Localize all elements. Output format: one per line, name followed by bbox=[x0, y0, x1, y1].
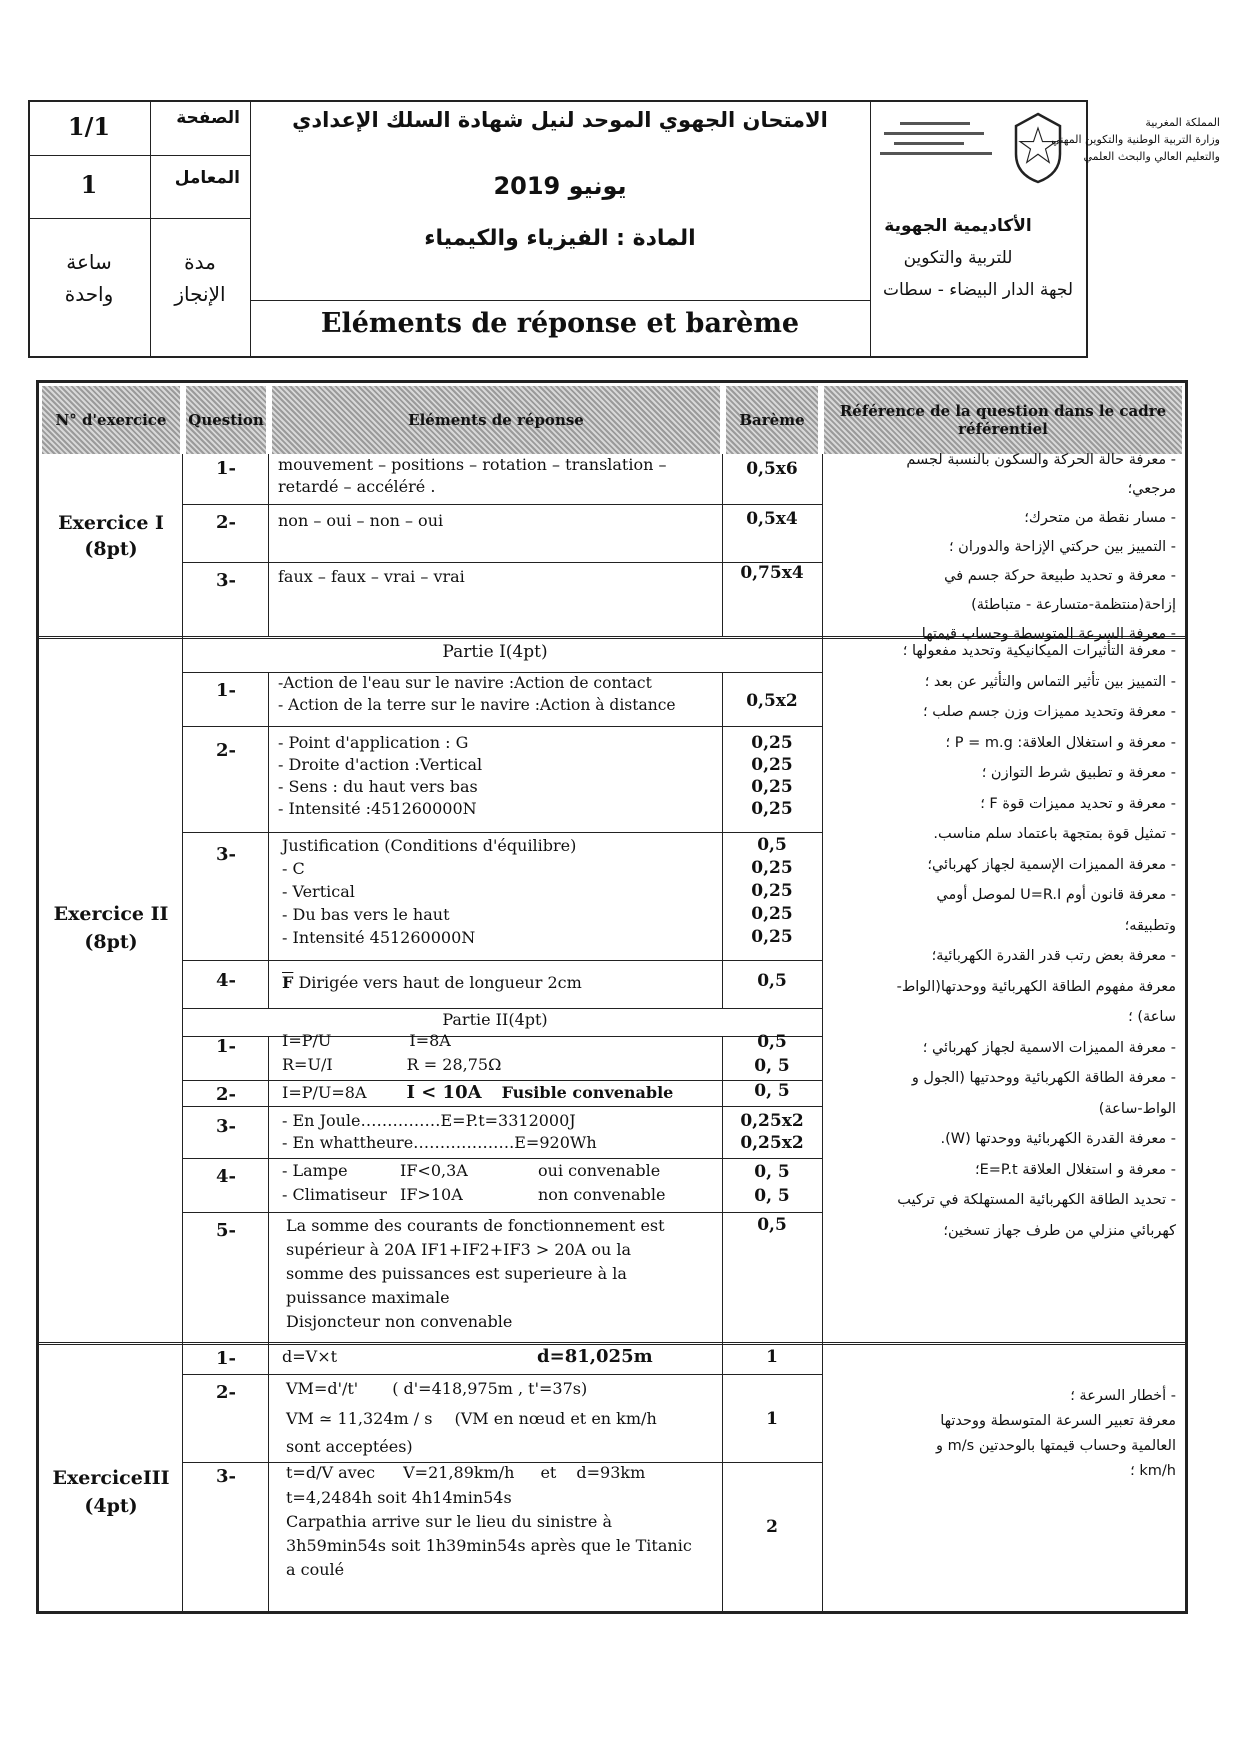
academy-line2: للتربية والتكوين bbox=[903, 248, 1013, 268]
ex2-part1-title: Partie I(4pt) bbox=[442, 642, 548, 662]
header-question: Question bbox=[186, 386, 266, 454]
academy-line3: لجهة الدار البيضاء - سطات bbox=[882, 280, 1074, 300]
ex2-p2-q3-answer: - En Joule……………E=P.t=3312000J - En whattheure……………….E=920Wh bbox=[282, 1111, 597, 1152]
ex2-p2-q1: 1- bbox=[216, 1036, 236, 1057]
ex3-q2: 2- bbox=[216, 1382, 236, 1403]
header-reference: Référence de la question dans le cadre référentiel bbox=[824, 386, 1182, 454]
page-label: الصفحة bbox=[176, 108, 240, 128]
ex2-q1-score: 0,5x2 bbox=[746, 691, 798, 711]
ex2-q4-score: 0,5 bbox=[757, 971, 787, 991]
ex2-q2: 2- bbox=[216, 740, 236, 761]
ex2-p2-q3-scores: 0,25x2 0,25x2 bbox=[740, 1111, 804, 1153]
ex1-q3-score: 0,75x4 bbox=[740, 563, 804, 583]
ex2-q1-answer: -Action de l'eau sur le navire :Action de contact - Action de la terre sur le navire :Action à distance bbox=[278, 674, 676, 714]
ex1-q3-answer: faux – faux – vrai – vrai bbox=[278, 567, 465, 586]
ex2-q3-answer: Justification (Conditions d'équilibre) - C - Vertical - Du bas vers le haut - Intensité 451260000N bbox=[282, 836, 577, 947]
ex2-p2-q1-scores: 0,5 0, 5 bbox=[754, 1032, 790, 1076]
ex2-q4: 4- bbox=[216, 970, 236, 991]
header-exercise: N° d'exercice bbox=[42, 386, 180, 454]
ex3-q2-line3: sont acceptées) bbox=[286, 1437, 413, 1456]
ex3-q3-answer: t=4,2484h soit 4h14min54s Carpathia arrive sur le lieu du sinistre à 3h59min54s soit 1h39min54s après que le Titanic a coulé bbox=[286, 1488, 692, 1579]
coef-value: 1 bbox=[80, 170, 98, 199]
ex1-q2-answer: non – oui – non – oui bbox=[278, 511, 444, 530]
ex1-q3: 3- bbox=[216, 570, 236, 591]
ex2-p2-q4-scores: 0, 5 0, 5 bbox=[754, 1162, 790, 1206]
institution-text: المملكة المغربية وزارة التربية الوطنية والتكوين المهني والتعليم العالي والبحث العلمي bbox=[1051, 116, 1220, 163]
coef-label: المعامل bbox=[174, 168, 240, 188]
ex1-q2-score: 0,5x4 bbox=[746, 509, 798, 529]
ex2-p2-q2-score: 0, 5 bbox=[754, 1081, 790, 1101]
ex1-q1-answer: mouvement – positions – rotation – translation – retardé – accéléré . bbox=[278, 455, 667, 496]
ex3-q3-score: 2 bbox=[766, 1517, 778, 1537]
ex3-q3-line1: t=d/V avec V=21,89km/h et d=93km bbox=[286, 1463, 646, 1482]
ex3-q1-score: 1 bbox=[766, 1347, 778, 1367]
ex1-q1: 1- bbox=[216, 458, 236, 479]
ex1-q2: 2- bbox=[216, 512, 236, 533]
header-elements: Eléments de réponse bbox=[272, 386, 720, 454]
ex2-part2-title: Partie II(4pt) bbox=[442, 1010, 548, 1029]
ex2-name: Exercice II (8pt) bbox=[53, 903, 169, 953]
ex1-q1-score: 0,5x6 bbox=[746, 459, 798, 479]
ex2-q3-scores: 0,5 0,25 0,25 0,25 0,25 bbox=[751, 835, 793, 947]
academy-line1: الأكاديمية الجهوية bbox=[884, 216, 1032, 236]
ex2-references: - معرفة التأثيرات الميكانيكية وتحديد مفعولها ؛ - التمييز بين تأثير التماس والتأثير عن بعد ؛ - معرفة وتحديد مميزات وزن جسم صلب ؛ - معرفة و استغلال العلاقة: P = m.g ؛ - معرفة و تطبيق شرط التوازن ؛ - معرفة و تحديد مميزات قوة F ؛ - تمثيل قوة بمتجهة باعتماد سلم مناسب. - معرفة المميزات الإسمية لجهاز كهربائي؛ - معرفة قانون أوم U=R.I لموصل أومي وتطبيقه؛ - معرفة بعض رتب قدر القدرة الكهربائية؛ معرفة مفهوم الطاقة الكهربائية ووحدتها(الواط- ساعة) ؛ - معرفة المميزات الاسمية لجهاز كهربائي ؛ - معرفة الطاقة الكهربائية ووحدتيها (الجول و الواط-ساعة) - معرفة القدرة الكهربائية ووحدتها (W). - معرفة و استغلال العلاقة E=P.t؛ - تحديد الطاقة الكهربائية المستهلكة في تركيب كهربائي منزلي من طرف جهاز تسخين؛ bbox=[896, 643, 1176, 1239]
duration-label: مدة الإنجاز bbox=[174, 250, 226, 306]
ex2-p2-q4-line1: - Lampe IF<0,3A oui convenable bbox=[282, 1161, 661, 1180]
ex2-p2-q1-line2: R=U/I R = 28,75Ω bbox=[282, 1055, 502, 1074]
ex2-p2-q4-line2: - Climatiseur IF>10A non convenable bbox=[282, 1185, 666, 1204]
ex3-q3: 3- bbox=[216, 1466, 236, 1487]
ex3-q2-line1: VM=d'/t' ( d'=418,975m , t'=37s) bbox=[286, 1379, 588, 1398]
ex2-q3: 3- bbox=[216, 844, 236, 865]
ministry-emblem bbox=[1010, 110, 1066, 186]
header-bareme: Barème bbox=[726, 386, 818, 454]
exam-session: يونيو 2019 bbox=[493, 172, 627, 200]
ex3-q2-line2: VM ≃ 11,324m / s (VM en nœud et en km/h bbox=[286, 1409, 657, 1428]
ex2-q4-answer: $\overline{F}$ Dirigée vers haut de longueur 2cm bbox=[282, 973, 582, 992]
ex2-p2-q2-answer: I=P/U=8A I < 10A Fusible convenable bbox=[282, 1082, 674, 1103]
institution-logo-text bbox=[880, 118, 998, 182]
ex3-name: ExerciceIII (4pt) bbox=[52, 1467, 170, 1517]
duration-value: ساعة واحدة bbox=[64, 250, 114, 306]
exam-title: الامتحان الجهوي الموحد لنيل شهادة السلك الإعدادي bbox=[292, 108, 828, 132]
ex2-p2-q5-answer: La somme des courants de fonctionnement est supérieur à 20A IF1+IF2+IF3 > 20A ou la somme des puissances est superieure à la puissance maximale Disjoncteur non convenable bbox=[286, 1216, 665, 1331]
ex2-p2-q1-line1: I=P/U I=8A bbox=[282, 1031, 451, 1050]
ex2-p2-q2: 2- bbox=[216, 1084, 236, 1105]
exam-subject: المادة : الفيزياء والكيمياء bbox=[424, 226, 696, 251]
ex2-q1: 1- bbox=[216, 680, 236, 701]
doc-title: Eléments de réponse et barème bbox=[320, 308, 800, 339]
force-vector-symbol: $\overline{F}$ bbox=[282, 973, 294, 992]
page-value: 1/1 bbox=[67, 112, 111, 141]
ex2-q2-scores: 0,25 0,25 0,25 0,25 bbox=[751, 733, 793, 819]
ex3-q1: 1- bbox=[216, 1348, 236, 1369]
ex3-q1-answer: d=V×t d=81,025m bbox=[282, 1346, 653, 1367]
ex2-p2-q5-score: 0,5 bbox=[757, 1215, 787, 1235]
ex1-name: Exercice I (8pt) bbox=[58, 512, 164, 560]
ex2-p2-q3: 3- bbox=[216, 1116, 236, 1137]
ex3-q2-score: 1 bbox=[766, 1409, 778, 1429]
ex2-p2-q4: 4- bbox=[216, 1166, 236, 1187]
ex2-p2-q5: 5- bbox=[216, 1220, 236, 1241]
ex1-references: - معرفة حالة الحركة والسكون بالنسبة لجسم مرجعي؛ - مسار نقطة من متحرك؛ - التمييز بين حركتي الإزاحة والدوران ؛ - معرفة و تحديد طبيعة حركة جسم في إزاحة(منتظمة-متسارعة - متباطئة) - معرفة السرعة المتوسطة وحساب قيمتها bbox=[906, 452, 1176, 642]
ex3-references: - أخطار السرعة ؛ معرفة تعبير السرعة المتوسطة ووحدتها العالمية وحساب قيمتها بالوحدتين m/s و km/h ؛ bbox=[936, 1388, 1176, 1479]
ex2-q2-answer: - Point d'application : G - Droite d'action :Vertical - Sens : du haut vers bas - Intensité :451260000N bbox=[278, 733, 483, 818]
